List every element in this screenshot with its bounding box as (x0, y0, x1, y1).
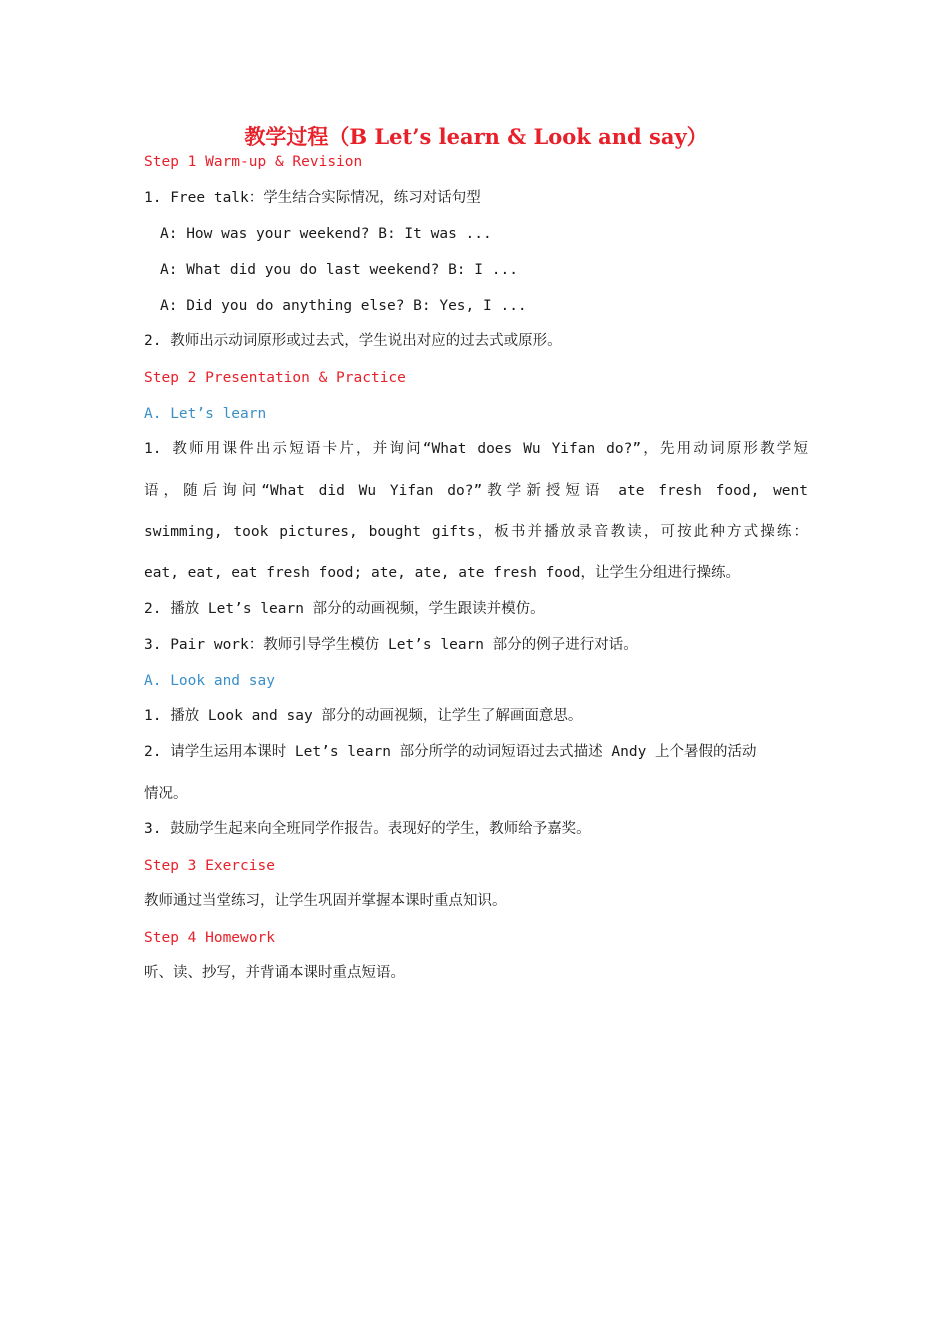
part-a-heading: A. Let’s learn (144, 406, 267, 422)
document-title: 教学过程（B Let’s learn & Look and say） (244, 124, 708, 149)
step4-heading: Step 4 Homework (144, 930, 275, 946)
part-a-item1-line4: eat, eat, eat fresh food; ate, ate, ate fresh food，让学生分组进行操练。 (144, 565, 740, 581)
part-a-item1-line1: 1. 教师用课件出示短语卡片，并询问“What does Wu Yifan do?”，先用动词原形教学短 (144, 441, 808, 457)
part-b-item3: 3. 鼓励学生起来向全班同学作报告。表现好的学生，教师给予嘉奖。 (144, 821, 591, 837)
step1-item2: 2. 教师出示动词原形或过去式，学生说出对应的过去式或原形。 (144, 333, 562, 349)
part-a-item1-line2: 语，随后询问“What did Wu Yifan do?”教学新授短语 ate fresh food, went (144, 483, 808, 499)
step2-heading: Step 2 Presentation & Practice (144, 370, 406, 386)
dialog-line-2: A: What did you do last weekend? B: I ... (160, 262, 518, 278)
part-b-item2-line2: 情况。 (144, 786, 188, 802)
part-a-item1-line3: swimming, took pictures, bought gifts，板书并播放录音教读，可按此种方式操练： (144, 524, 808, 540)
part-b-heading: A. Look and say (144, 673, 275, 689)
part-b-item2-line1: 2. 请学生运用本课时 Let’s learn 部分所学的动词短语过去式描述 Andy 上个暑假的活动 (144, 744, 757, 760)
step1-heading: Step 1 Warm-up & Revision (144, 154, 363, 170)
step4-text: 听、读、抄写，并背诵本课时重点短语。 (144, 965, 405, 981)
part-b-item1: 1. 播放 Look and say 部分的动画视频，让学生了解画面意思。 (144, 708, 583, 724)
part-a-item3: 3. Pair work：教师引导学生模仿 Let’s learn 部分的例子进行对话。 (144, 637, 638, 653)
dialog-line-3: A: Did you do anything else? B: Yes, I ... (160, 298, 527, 314)
step3-text: 教师通过当堂练习，让学生巩固并掌握本课时重点知识。 (144, 893, 507, 909)
part-a-item2: 2. 播放 Let’s learn 部分的动画视频，学生跟读并模仿。 (144, 601, 545, 617)
step1-item1: 1. Free talk：学生结合实际情况，练习对话句型 (144, 190, 481, 206)
dialog-line-1: A: How was your weekend? B: It was ... (160, 226, 492, 242)
step3-heading: Step 3 Exercise (144, 858, 275, 874)
